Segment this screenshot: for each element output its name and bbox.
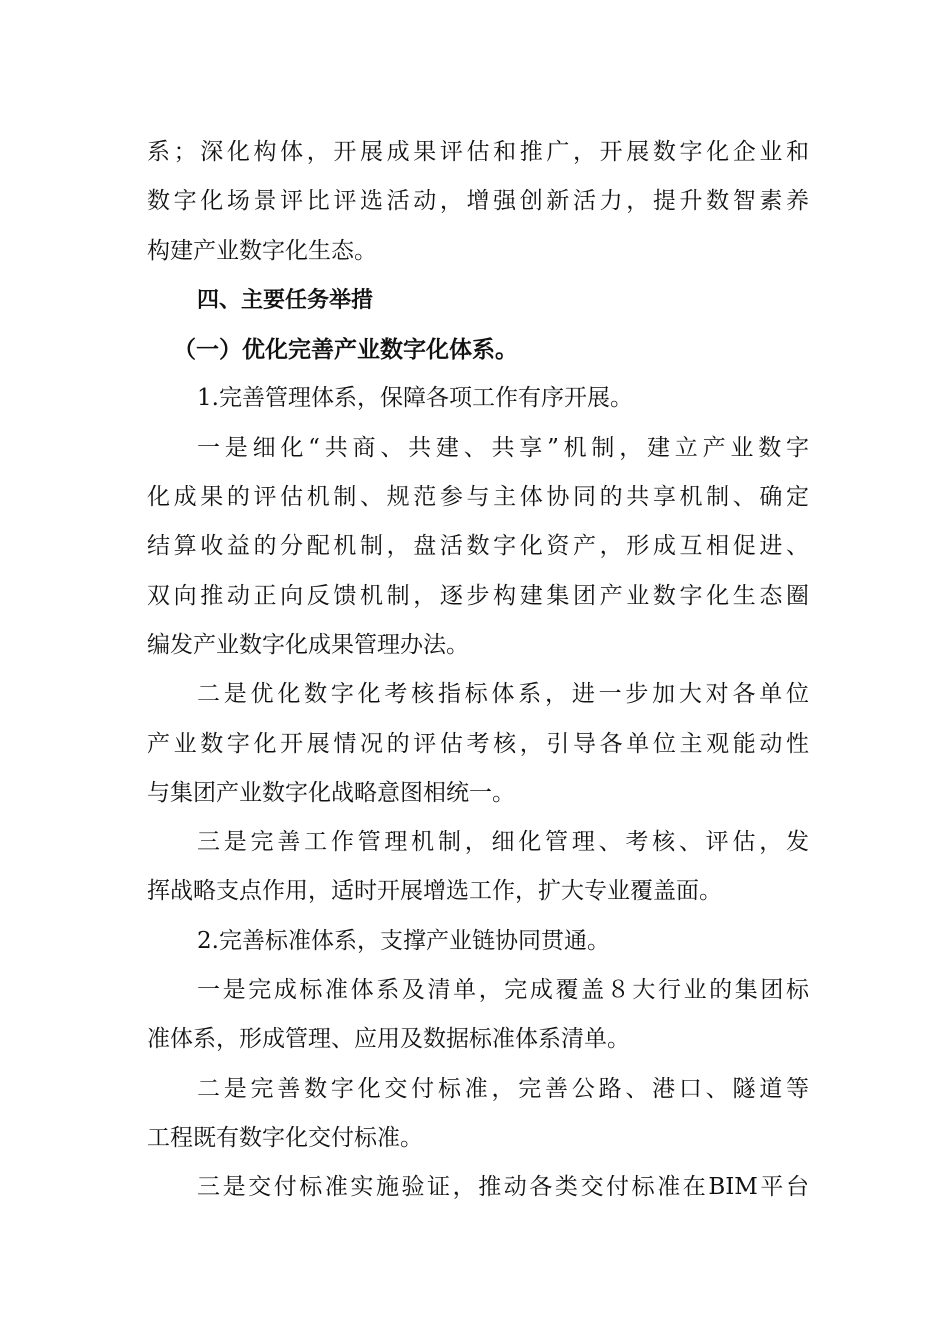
paragraph-line: 挥战略支点作用，适时开展增选工作，扩大专业覆盖面。 (147, 878, 722, 905)
paragraph-line: 结算收益的分配机制，盘活数字化资产，形成互相促进、 (147, 533, 809, 560)
paragraph-line: 构建产业数字化生态。 (147, 237, 377, 264)
document-body (147, 128, 809, 1213)
paragraph-line: 准体系，形成管理、应用及数据标准体系清单。 (147, 1026, 630, 1053)
paragraph-line: 一是完成标准体系及清单，完成覆盖８大行业的集团标 (197, 977, 809, 1004)
paragraph-line: 三是完善工作管理机制，细化管理、考核、评估，发 (197, 829, 809, 856)
paragraph-line: 一是细化“共商、共建、共享”机制，建立产业数字 (197, 434, 809, 461)
paragraph-line: 与集团产业数字化战略意图相统一。 (147, 779, 515, 806)
paragraph-line: 编发产业数字化成果管理办法。 (147, 631, 469, 658)
item-heading: 1.完善管理体系，保障各项工作有序开展。 (197, 385, 633, 412)
section-heading: 四、主要任务举措 (197, 287, 374, 313)
paragraph-line: 二是优化数字化考核指标体系，进一步加大对各单位 (197, 681, 809, 708)
paragraph-line: 系；深化构体，开展成果评估和推广，开展数字化企业和 (147, 139, 809, 165)
paragraph-line: 数字化场景评比评选活动，增强创新活力，提升数智素养 (147, 188, 809, 215)
subsection-heading: （一）优化完善产业数字化体系。 (173, 336, 518, 364)
item-heading: 2.完善标准体系，支撑产业链协同贯通。 (197, 927, 610, 954)
paragraph-line: 化成果的评估机制、规范参与主体协同的共享机制、确定 (147, 484, 809, 511)
paragraph-line: 二是完善数字化交付标准，完善公路、港口、隧道等 (197, 1075, 809, 1102)
paragraph-line: 工程既有数字化交付标准。 (147, 1124, 423, 1151)
paragraph-line: 双向推动正向反馈机制，逐步构建集团产业数字化生态圈 (147, 582, 809, 609)
paragraph-line: 三是交付标准实施验证，推动各类交付标准在BIM平台 (197, 1174, 809, 1201)
paragraph-line: 产业数字化开展情况的评估考核，引导各单位主观能动性 (147, 730, 809, 757)
